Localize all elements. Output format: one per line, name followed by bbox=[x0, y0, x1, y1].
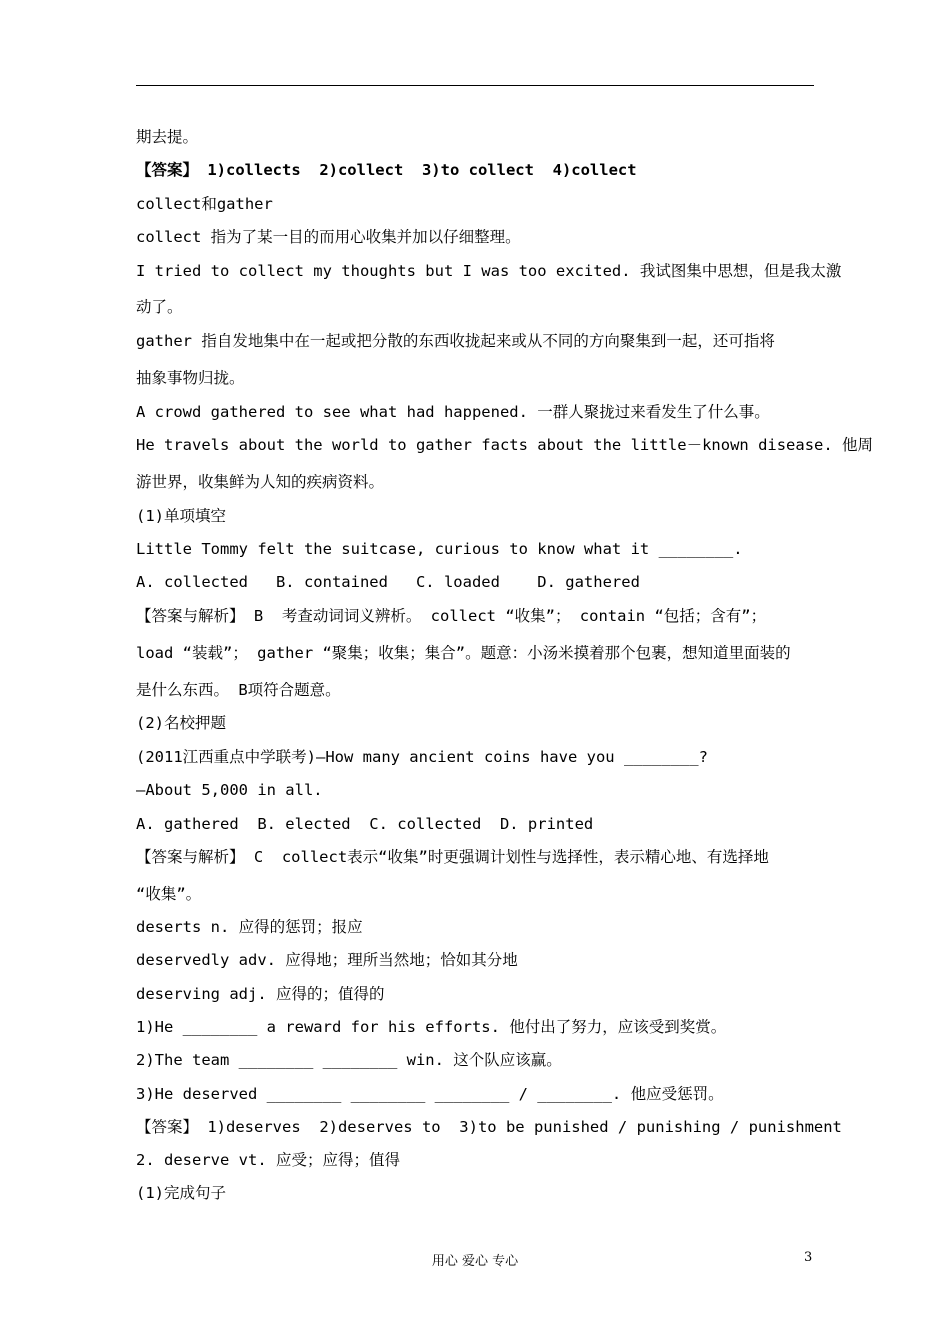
exercise-line: 1)He ________ a reward for his efforts. 他付出了努力，应该受到奖赏。 bbox=[136, 1018, 727, 1036]
answer-line: 【答案与解析】 B 考查动词词义辨析。 collect “收集”； contain “包括；含有”； bbox=[136, 607, 767, 625]
page-number: 3 bbox=[804, 1250, 813, 1265]
section-heading: (1)完成句子 bbox=[136, 1184, 226, 1202]
text-line: deserts n. 应得的惩罚；报应 bbox=[136, 918, 363, 936]
text-line: A crowd gathered to see what had happened. 一群人聚拢过来看发生了什么事。 bbox=[136, 403, 770, 421]
text-line: collect 指为了某一目的而用心收集并加以仔细整理。 bbox=[136, 228, 521, 246]
text-line: 动了。 bbox=[136, 298, 183, 316]
answer-line: 【答案与解析】 C collect表示“收集”时更强调计划性与选择性，表示精心地、有选择地 bbox=[136, 848, 769, 866]
page-footer: 用心 爱心 专心 bbox=[431, 1254, 519, 1269]
text-line: 是什么东西。 B项符合题意。 bbox=[136, 681, 341, 699]
options-line: A. collected B. contained C. loaded D. gathered bbox=[136, 573, 640, 591]
text-line: —About 5,000 in all. bbox=[136, 781, 323, 799]
text-line: collect和gather bbox=[136, 195, 273, 213]
answer-line: 【答案】 1)deserves 2)deserves to 3)to be punished / punishing / punishment bbox=[136, 1118, 842, 1136]
answer-line: 【答案】 1)collects 2)collect 3)to collect 4)collect bbox=[136, 161, 637, 179]
text-line: “收集”。 bbox=[136, 885, 202, 903]
text-line: 抽象事物归拢。 bbox=[136, 369, 245, 387]
text-line: I tried to collect my thoughts but I was too excited. 我试图集中思想，但是我太激 bbox=[136, 262, 842, 280]
text-line: gather 指自发地集中在一起或把分散的东西收拢起来或从不同的方向聚集到一起，还可指将 bbox=[136, 332, 775, 350]
question-line: (2011江西重点中学联考)—How many ancient coins have you ________? bbox=[136, 748, 708, 766]
section-heading: (1)单项填空 bbox=[136, 507, 226, 525]
options-line: A. gathered B. elected C. collected D. printed bbox=[136, 815, 594, 833]
text-line: 游世界，收集鲜为人知的疾病资料。 bbox=[136, 473, 385, 491]
section-heading: (2)名校押题 bbox=[136, 714, 226, 732]
text-line: 期去提。 bbox=[136, 128, 199, 146]
text-line: 2. deserve vt. 应受；应得；值得 bbox=[136, 1151, 400, 1169]
exercise-line: 3)He deserved ________ ________ ________ / ________. 他应受惩罚。 bbox=[136, 1085, 724, 1103]
text-line: load “装载”； gather “聚集；收集；集合”。题意：小汤米摸着那个包裹，想知道里面装的 bbox=[136, 644, 791, 662]
exercise-line: 2)The team ________ ________ win. 这个队应该赢。 bbox=[136, 1051, 562, 1069]
text-line: deserving adj. 应得的；值得的 bbox=[136, 985, 385, 1003]
question-line: Little Tommy felt the suitcase, curious to know what it ________. bbox=[136, 540, 743, 558]
text-line: deservedly adv. 应得地；理所当然地；恰如其分地 bbox=[136, 951, 518, 969]
header-rule bbox=[136, 85, 814, 86]
text-line: He travels about the world to gather facts about the little－known disease. 他周 bbox=[136, 436, 874, 454]
